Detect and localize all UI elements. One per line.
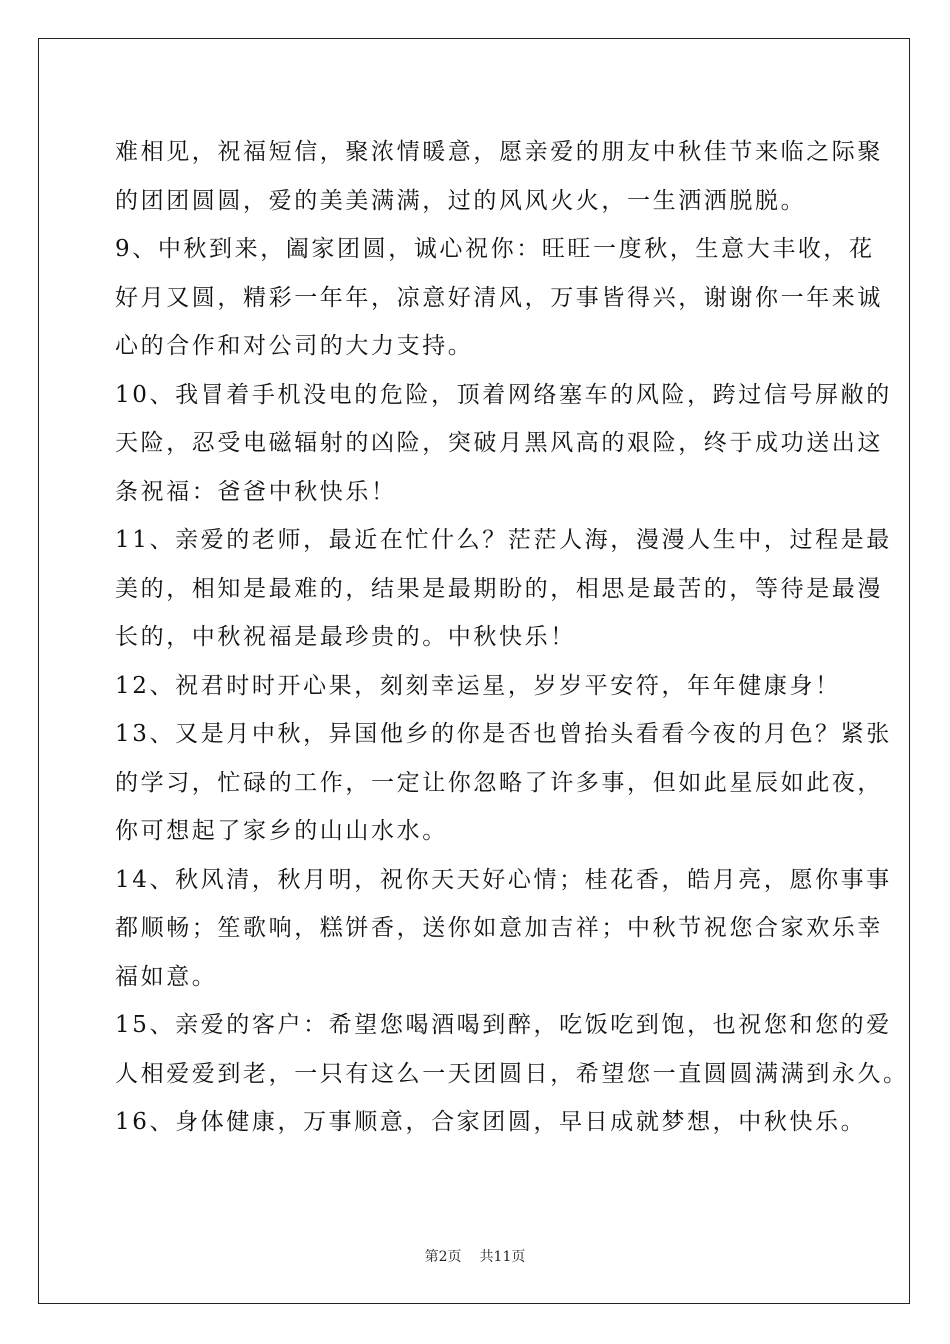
text-line: 16、身体健康，万事顺意，合家团圆，早日成就梦想，中秋快乐。	[115, 1109, 867, 1135]
text-line: 的学习，忙碌的工作，一定让你忽略了许多事，但如此星辰如此夜，	[115, 769, 883, 796]
text-line: 10、我冒着手机没电的危险，顶着网络塞车的风险，跨过信号屏敝的	[115, 381, 892, 408]
text-line: 条祝福：爸爸中秋快乐！	[115, 478, 397, 505]
text-line: 15、亲爱的客户：希望您喝酒喝到醉，吃饭吃到饱，也祝您和您的爱	[115, 1012, 892, 1038]
text-line: 12、祝君时时开心果，刻刻幸运星，岁岁平安符，年年健康身！	[115, 672, 841, 699]
text-line: 好月又圆，精彩一年年，凉意好清风，万事皆得兴，谢谢你一年来诚	[115, 284, 883, 311]
text-line: 14、秋风清，秋月明，祝你天天好心情；桂花香，皓月亮，愿你事事	[115, 866, 892, 893]
text-line: 你可想起了家乡的山山水水。	[115, 818, 448, 844]
text-line: 都顺畅；笙歌响，糕饼香，送你如意加吉祥；中秋节祝您合家欢乐幸	[115, 915, 883, 941]
page-total: 共11页	[479, 1249, 526, 1265]
page-number: 第2页	[424, 1249, 462, 1265]
text-line: 福如意。	[115, 963, 218, 990]
text-line: 11、亲爱的老师，最近在忙什么？茫茫人海，漫漫人生中，过程是最	[115, 527, 892, 553]
text-line: 9、中秋到来，阖家团圆，诚心祝你：旺旺一度秋，生意大丰收，花	[115, 236, 875, 262]
text-line: 长的，中秋祝福是最珍贵的。中秋快乐！	[115, 624, 576, 650]
text-line: 心的合作和对公司的大力支持。	[115, 333, 474, 359]
text-line: 13、又是月中秋，异国他乡的你是否也曾抬头看看今夜的月色？紧张	[115, 721, 892, 747]
document-body	[115, 128, 909, 1147]
text-line: 美的，相知是最难的，结果是最期盼的，相思是最苦的，等待是最漫	[115, 575, 883, 602]
page-footer	[0, 1246, 950, 1266]
text-line: 难相见，祝福短信，聚浓情暖意，愿亲爱的朋友中秋佳节来临之际聚	[115, 139, 883, 165]
text-line: 人相爱爱到老，一只有这么一天团圆日，希望您一直圆圆满满到永久。	[115, 1060, 909, 1087]
text-line: 的团团圆圆，爱的美美满满，过的风风火火，一生洒洒脱脱。	[115, 187, 807, 214]
text-line: 天险，忍受电磁辐射的凶险，突破月黑风高的艰险，终于成功送出这	[115, 430, 883, 456]
